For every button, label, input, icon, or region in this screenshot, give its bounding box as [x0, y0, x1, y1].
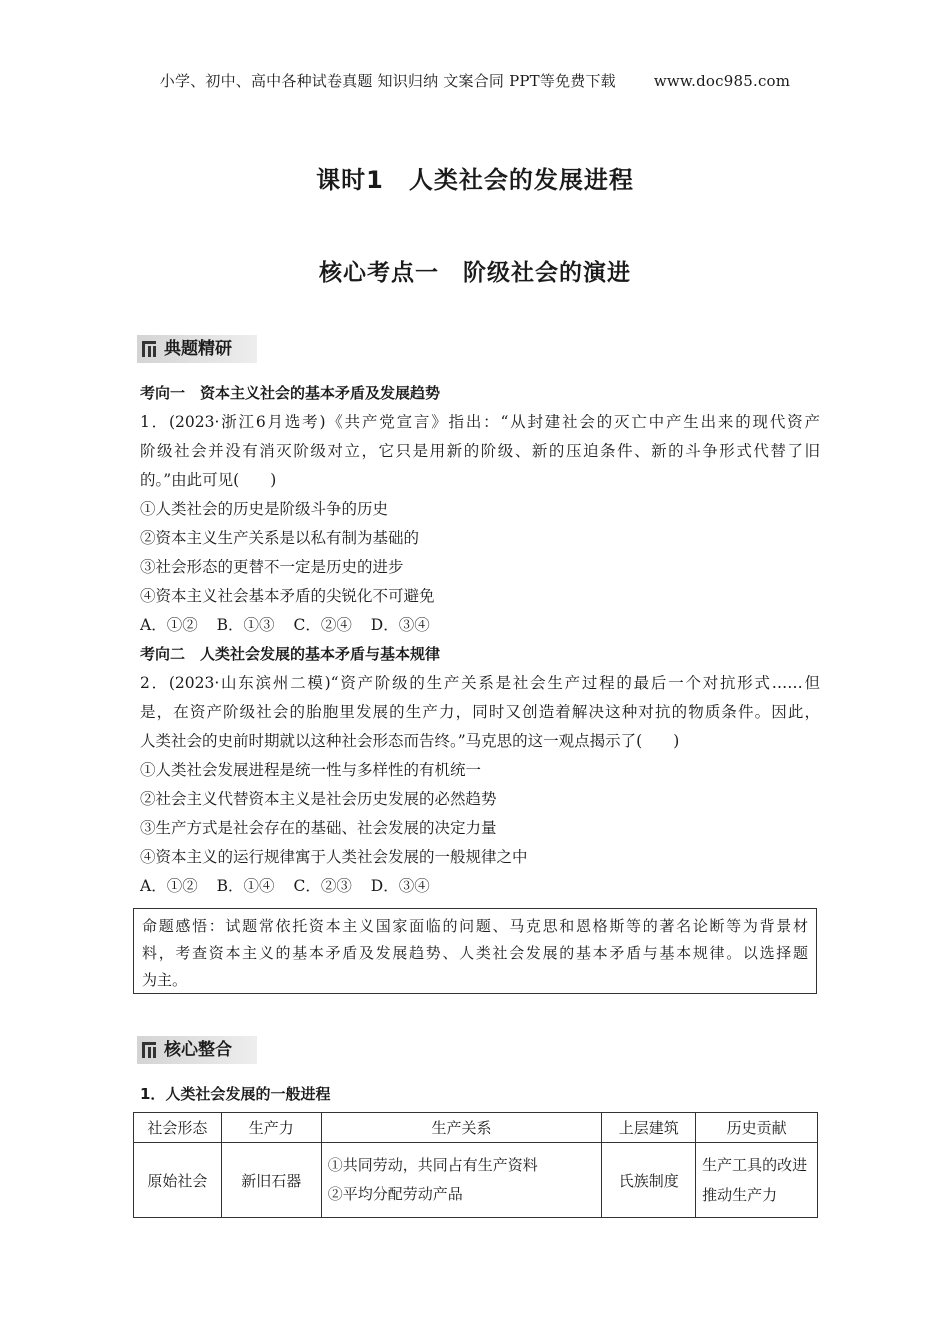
table-header-cell: 上层建筑 [602, 1113, 696, 1143]
q1-line-2: 阶级社会并没有消灭阶级对立，它只是用新的阶级、新的压迫条件、新的斗争形式代替了旧 [140, 442, 820, 460]
header-site-link[interactable]: www.doc985.com [653, 72, 791, 90]
q1-choices [140, 611, 820, 640]
table-header-cell: 生产关系 [321, 1113, 602, 1143]
q2-choice-a[interactable]: A．①② [140, 877, 198, 895]
section-bars-icon [142, 341, 156, 357]
lesson-title: 课时1 人类社会的发展进程 [316, 166, 634, 194]
cell-social-form: 原始社会 [134, 1143, 222, 1218]
q2-line-1: 2．(2023·山东滨州二模)“资产阶级的生产关系是社会生产过程的最后一个对抗形式……但 [140, 674, 820, 692]
q1-choice-b[interactable]: B．①③ [216, 616, 275, 634]
questions-block [140, 379, 820, 901]
section-tag-typical-questions [137, 335, 257, 363]
table-row [134, 1143, 818, 1218]
q1-option-1: ①人类社会的历史是阶级斗争的历史 [140, 500, 389, 518]
integration-title: 1．人类社会发展的一般进程 [140, 1085, 331, 1103]
q2-choice-b[interactable]: B．①④ [216, 877, 275, 895]
integration-heading-block [140, 1080, 820, 1109]
section-tag-label: 核心整合 [164, 1040, 232, 1060]
section-tag-label: 典题精研 [164, 339, 232, 359]
note-line-3: 为主。 [142, 971, 188, 989]
q1-choice-a[interactable]: A．①② [140, 616, 198, 634]
q1-line-3: 的。”由此可见( ) [140, 471, 277, 489]
header-banner: 小学、初中、高中各种试卷真题 知识归纳 文案合同 PPT等免费下载 [159, 72, 616, 90]
section-tag-core-integration [137, 1036, 257, 1064]
relation-item: ②平均分配劳动产品 [327, 1185, 463, 1203]
q2-choice-d[interactable]: D．③④ [370, 877, 430, 895]
q2-option-2: ②社会主义代替资本主义是社会历史发展的必然趋势 [140, 790, 497, 808]
note-line-1: 命题感悟：试题常依托资本主义国家面临的问题、马克思和恩格斯等的著名论断等为背景材 [142, 917, 808, 935]
q1-choice-d[interactable]: D．③④ [370, 616, 430, 634]
direction-heading-2: 考向二 人类社会发展的基本矛盾与基本规律 [140, 645, 441, 663]
note-line-2: 料，考查资本主义的基本矛盾及发展趋势、人类社会发展的基本矛盾与基本规律。以选择题 [142, 944, 808, 962]
q1-line-1: 1．(2023·浙江6月选考)《共产党宣言》指出：“从封建社会的灭亡中产生出来的现代资产 [140, 413, 820, 431]
cell-relations [321, 1143, 602, 1218]
table-header-cell: 生产力 [221, 1113, 321, 1143]
page-header [0, 70, 950, 91]
cell-superstructure: 氏族制度 [602, 1143, 696, 1218]
social-development-table [133, 1112, 818, 1218]
q2-choice-c[interactable]: C．②③ [293, 877, 352, 895]
q1-option-4: ④资本主义社会基本矛盾的尖锐化不可避免 [140, 587, 435, 605]
cell-contribution: 生产工具的改进推动生产力 [696, 1143, 818, 1218]
direction-heading-1: 考向一 资本主义社会的基本矛盾及发展趋势 [140, 384, 441, 402]
table-header-row [134, 1113, 818, 1143]
section-bars-icon [142, 1042, 156, 1058]
q1-choice-c[interactable]: C．②④ [293, 616, 352, 634]
q2-line-3: 人类社会的史前时期就以这种社会形态而告终。”马克思的这一观点揭示了( ) [140, 732, 680, 750]
table-header-cell: 历史贡献 [696, 1113, 818, 1143]
q2-option-1: ①人类社会发展进程是统一性与多样性的有机统一 [140, 761, 482, 779]
core-point-title: 核心考点一 阶级社会的演进 [319, 260, 631, 286]
table-header-cell: 社会形态 [134, 1113, 222, 1143]
q2-line-2: 是，在资产阶级社会的胎胞里发展的生产力，同时又创造着解决这种对抗的物质条件。因此， [140, 703, 820, 721]
q2-option-3: ③生产方式是社会存在的基础、社会发展的决定力量 [140, 819, 497, 837]
insight-note-box [133, 908, 817, 994]
q1-option-2: ②资本主义生产关系是以私有制为基础的 [140, 529, 420, 547]
q1-option-3: ③社会形态的更替不一定是历史的进步 [140, 558, 404, 576]
cell-productivity: 新旧石器 [221, 1143, 321, 1218]
q2-choices [140, 872, 820, 901]
q2-option-4: ④资本主义的运行规律寓于人类社会发展的一般规律之中 [140, 848, 528, 866]
relation-item: ①共同劳动，共同占有生产资料 [327, 1156, 538, 1174]
